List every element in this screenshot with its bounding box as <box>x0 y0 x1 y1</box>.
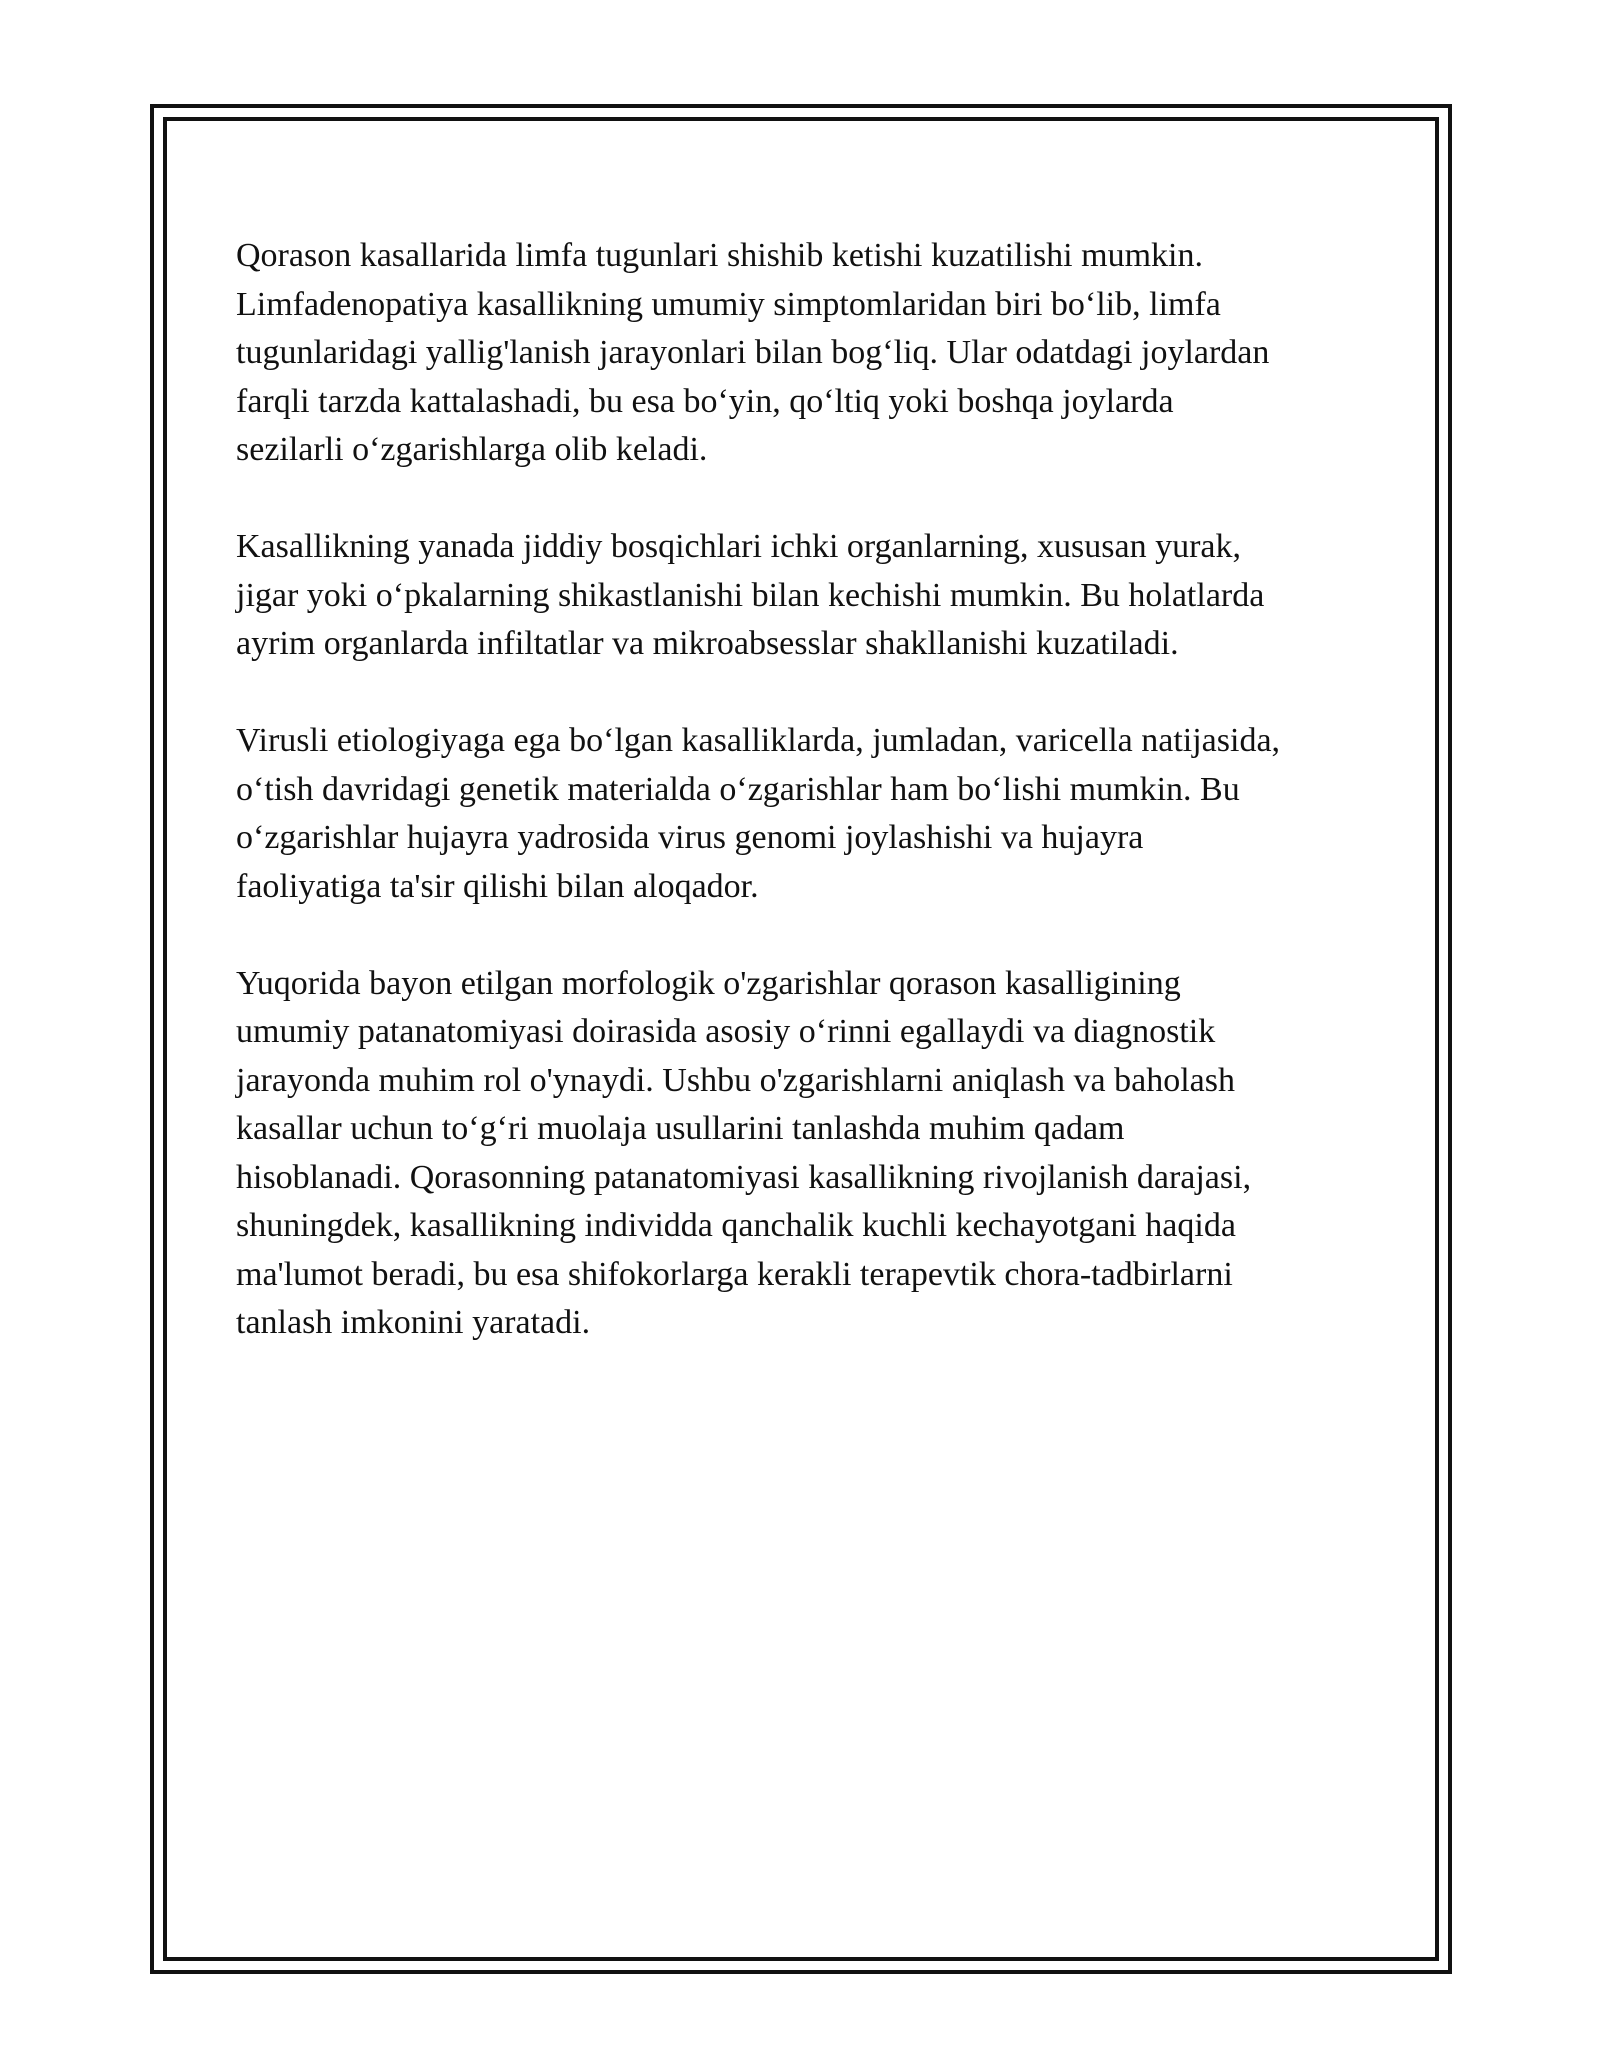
paragraph-4: Yuqorida bayon etilgan morfologik o'zgarishlar qorason kasalligining umumiy patanatomiyasi doirasida asosiy o‘rinni egallaydi va diagnostik jarayonda muhim rol o'ynaydi. Ushbu o'zgarishlarni aniqlash va baholash kasallar uchun to‘g‘ri muolaja usullarini tanlashda muhim qadam hisoblanadi. Qorasonning patanatomiyasi kasallikning rivojlanish darajasi, shuningdek, kasallikning individda qanchalik kuchli kechayotgani haqida ma'lumot beradi, bu esa shifokorlarga kerakli terapevtik chora-tadbirlarni tanlash imkonini yaratadi. <box>236 964 1252 1341</box>
paragraph-2: Kasallikning yanada jiddiy bosqichlari ichki organlarning, xususan yurak, jigar yoki o‘pkalarning shikastlanishi bilan kechishi mumkin. Bu holatlarda ayrim organlarda infiltatlar va mikroabsesslar shakllanishi kuzatiladi. <box>236 528 1265 662</box>
document-body <box>236 232 1376 1396</box>
paragraph-1: Qorason kasallarida limfa tugunlari shishib ketishi kuzatilishi mumkin. Limfadenopatiya kasallikning umumiy simptomlaridan biri bo‘lib, limfa tugunlaridagi yallig'lanish jarayonlari bilan bog‘liq. Ular odatdagi joylardan farqli tarzda kattalashadi, bu esa bo‘yin, qo‘ltiq yoki boshqa joylarda sezilarli o‘zgarishlarga olib keladi. <box>236 237 1270 468</box>
paragraph-3: Virusli etiologiyaga ega bo‘lgan kasalliklarda, jumladan, varicella natijasida, o‘tish davridagi genetik materialda o‘zgarishlar ham bo‘lishi mumkin. Bu o‘zgarishlar hujayra yadrosida virus genomi joylashishi va hujayra faoliyatiga ta'sir qilishi bilan aloqador. <box>236 722 1281 905</box>
